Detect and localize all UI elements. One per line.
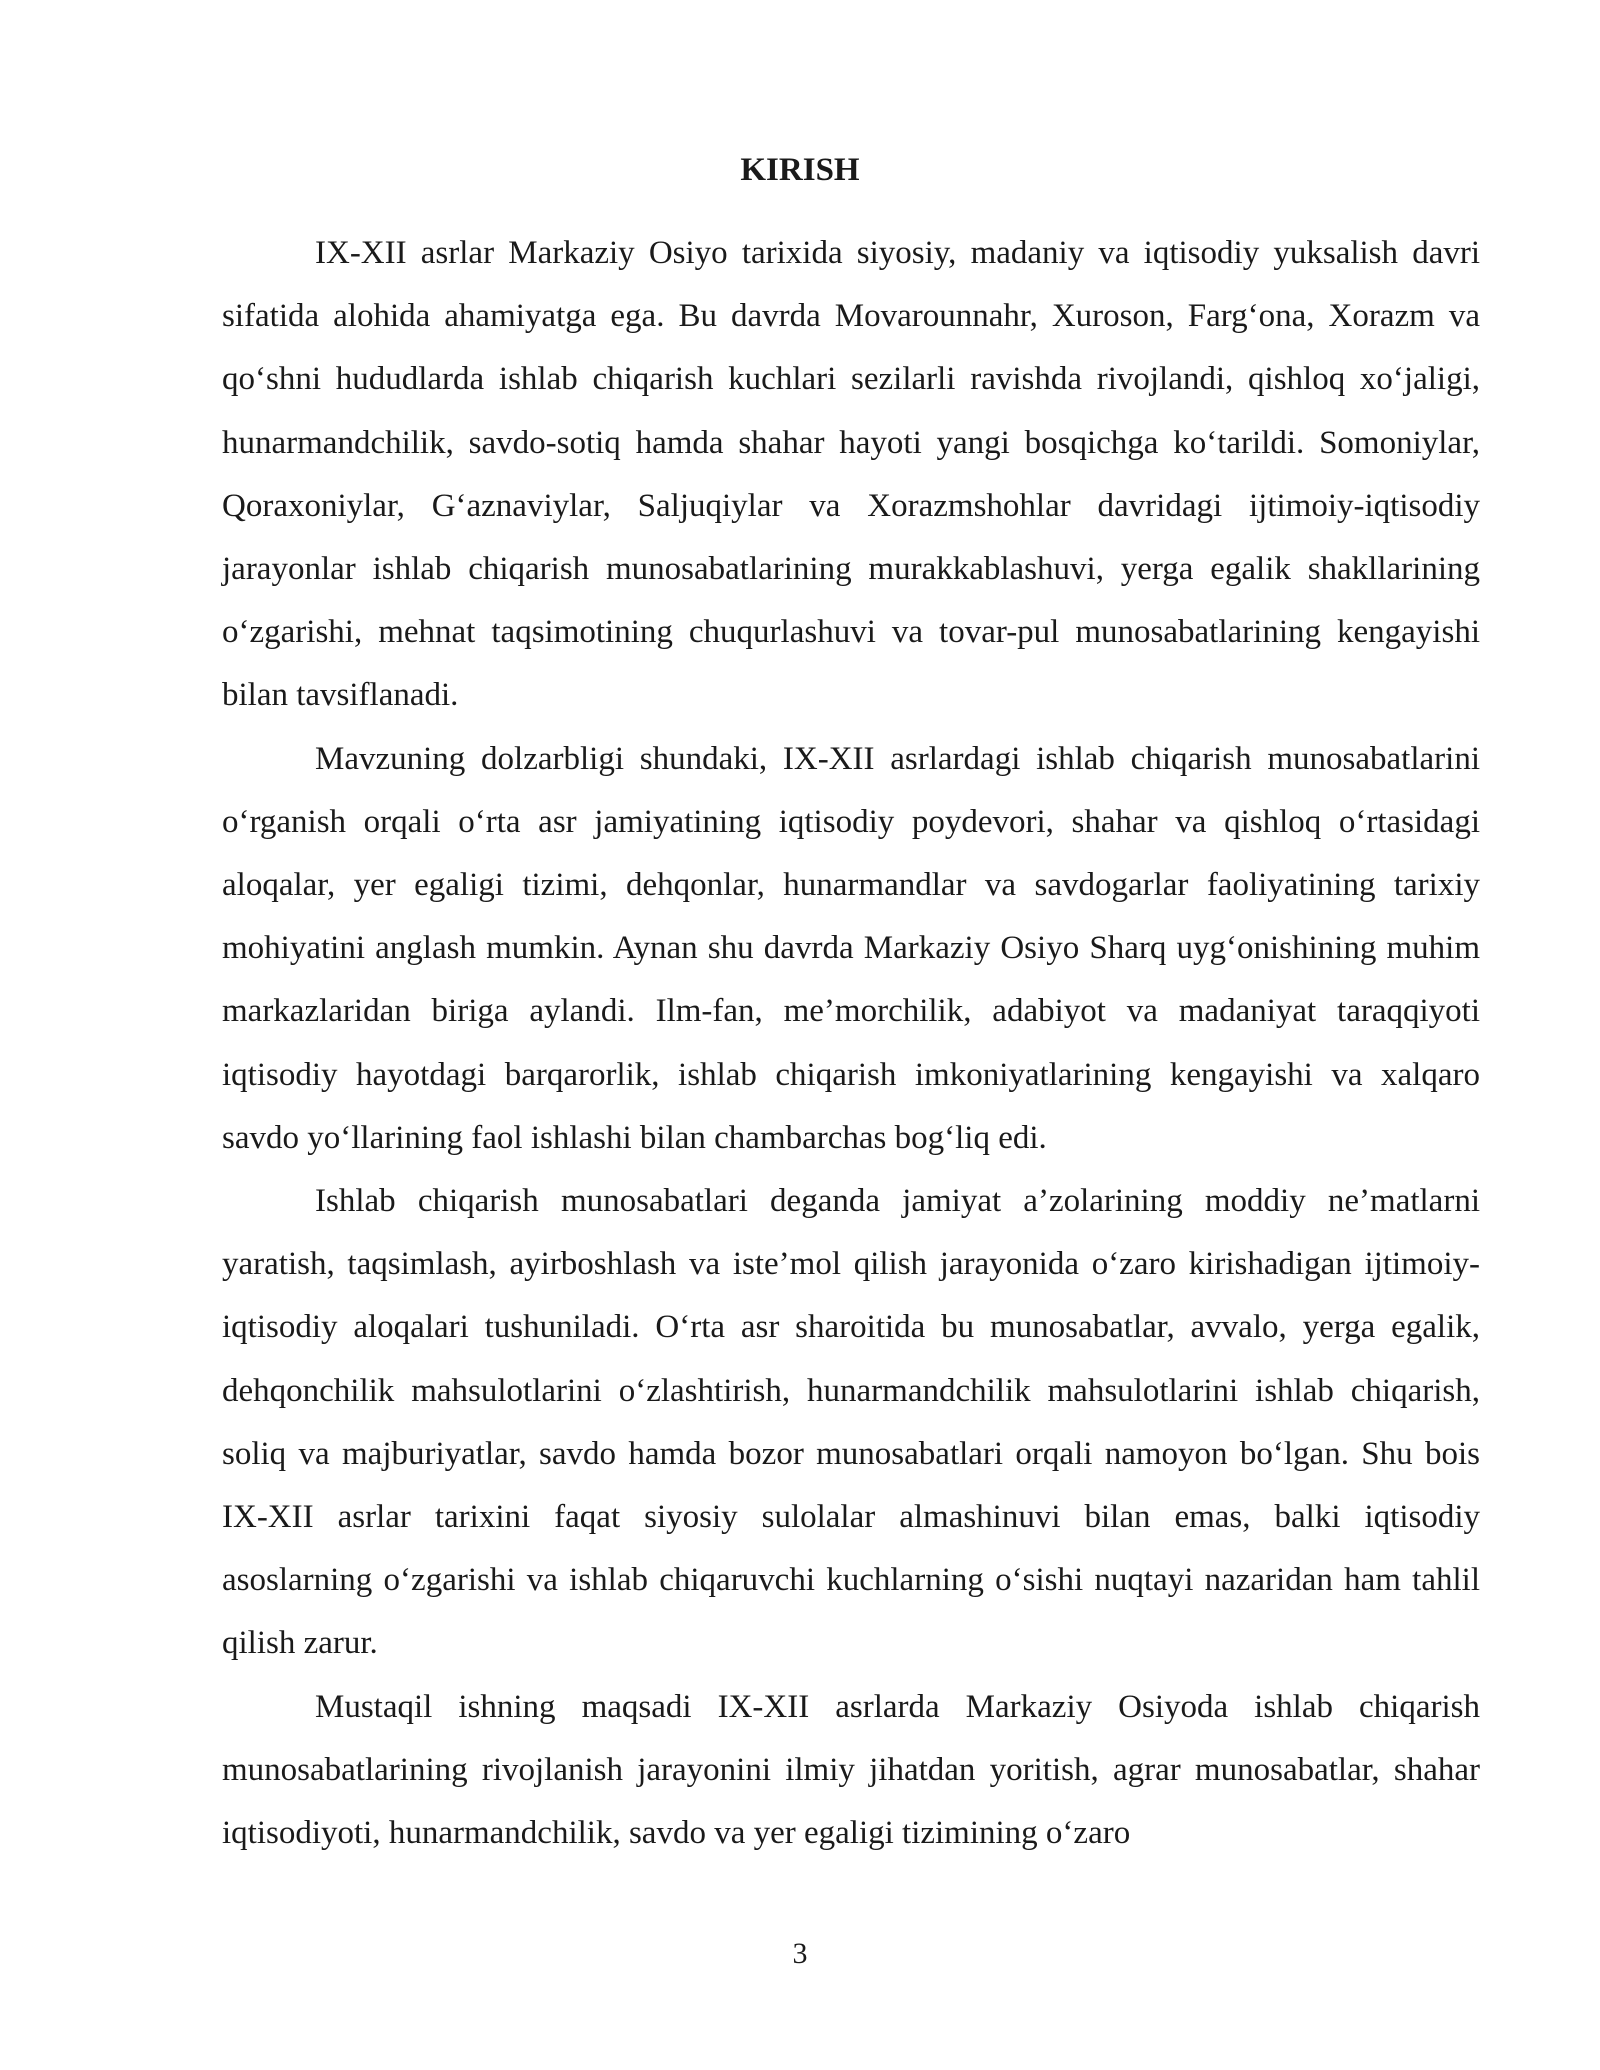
body-text [222,222,1480,1865]
page-number: 3 [792,1937,808,1970]
paragraph: Ishlab chiqarish munosabatlari deganda jamiyat a’zolarining moddiy ne’matlarni yaratish, taqsimlash, ayirboshlash va iste’mol qilish jarayonida o‘zaro kirishadigan ijtimoiy-iqtisodiy aloqalari tushuniladi. O‘rta asr sharoitida bu munosabatlar, avvalo, yerga egalik, dehqonchilik mahsulotlarini o‘zlashtirish, hunarmandchilik mahsulotlarini ishlab chiqarish, soliq va majburiyatlar, savdo hamda bozor munosabatlari orqali namoyon bo‘lgan. Shu bois IX-XII asrlar tarixini faqat siyosiy sulolalar almashinuvi bilan emas, balki iqtisodiy asoslarning o‘zgarishi va ishlab chiqaruvchi kuchlarning o‘sishi nuqtayi nazaridan ham tahlil qilish zarur. [222,1183,1480,1662]
paragraph: IX-XII asrlar Markaziy Osiyo tarixida siyosiy, madaniy va iqtisodiy yuksalish davri sifatida alohida ahamiyatga ega. Bu davrda Movarounnahr, Xuroson, Farg‘ona, Xorazm va qo‘shni hududlarda ishlab chiqarish kuchlari sezilarli ravishda rivojlandi, qishloq xo‘jaligi, hunarmandchilik, savdo-sotiq hamda shahar hayoti yangi bosqichga ko‘tarildi. Somoniylar, Qoraxoniylar, G‘aznaviylar, Saljuqiylar va Xorazmshohlar davridagi ijtimoiy-iqtisodiy jarayonlar ishlab chiqarish munosabatlarining murakkablashuvi, yerga egalik shakllarining o‘zgarishi, mehnat taqsimotining chuqurlashuvi va tovar-pul munosabatlarining kengayishi bilan tavsiflanadi. [222,235,1480,714]
paragraph: Mavzuning dolzarbligi shundaki, IX-XII asrlardagi ishlab chiqarish munosabatlarini o‘rganish orqali o‘rta asr jamiyatining iqtisodiy poydevori, shahar va qishloq o‘rtasidagi aloqalar, yer egaligi tizimi, dehqonlar, hunarmandlar va savdogarlar faoliyatining tarixiy mohiyatini anglash mumkin. Aynan shu davrda Markaziy Osiyo Sharq uyg‘onishining muhim markazlaridan biriga aylandi. Ilm-fan, me’morchilik, adabiyot va madaniyat taraqqiyoti iqtisodiy hayotdagi barqarorlik, ishlab chiqarish imkoniyatlarining kengayishi va xalqaro savdo yo‘llarining faol ishlashi bilan chambarchas bog‘liq edi. [222,740,1480,1156]
paragraph: Mustaqil ishning maqsadi IX-XII asrlarda Markaziy Osiyoda ishlab chiqarish munosabatlarining rivojlanish jarayonini ilmiy jihatdan yoritish, agrar munosabatlar, shahar iqtisodiyoti, hunarmandchilik, savdo va yer egaligi tizimining o‘zaro [222,1688,1480,1852]
page-title: KIRISH [740,152,860,188]
